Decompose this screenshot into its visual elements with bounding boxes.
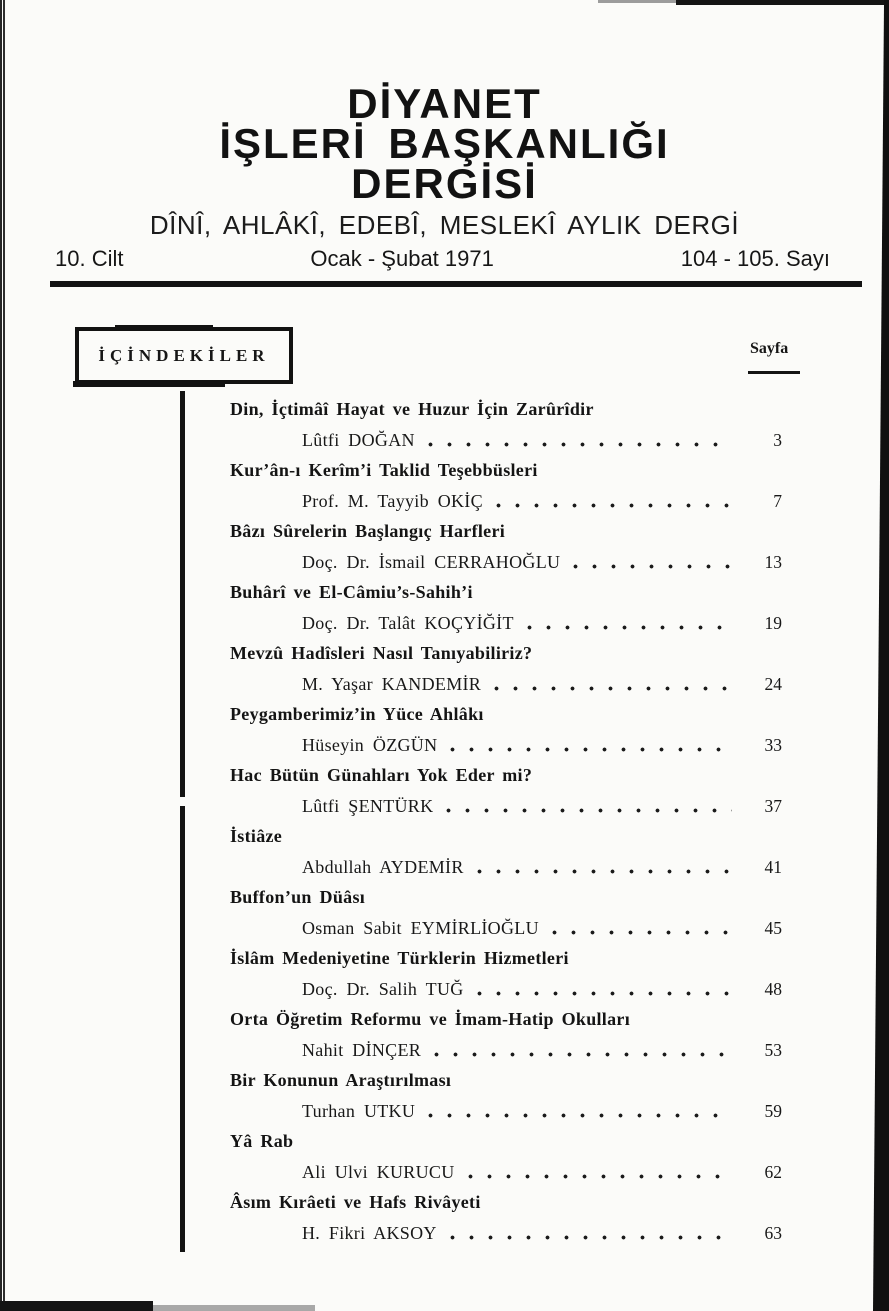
article-title: Kur’ân-ı Kerîm’i Taklid Teşebbüsleri	[230, 460, 538, 480]
article-author: M. Yaşar KANDEMİR	[302, 674, 482, 694]
toc-left-rule-upper	[180, 391, 185, 797]
article-title: Yâ Rab	[230, 1131, 294, 1151]
journal-subtitle: DÎNÎ, AHLÂKÎ, EDEBÎ, MESLEKÎ AYLIK DERGİ	[149, 210, 740, 240]
toc-entry	[230, 459, 782, 520]
article-title: Din, İçtimâî Hayat ve Huzur İçin Zarûrîdir	[230, 399, 594, 419]
scan-edge-bottom-black	[0, 1301, 153, 1311]
toc-entry	[230, 703, 782, 764]
article-author: Nahit DİNÇER	[302, 1040, 422, 1060]
page-column-underline	[748, 371, 800, 374]
toc-entry	[230, 1130, 782, 1191]
toc-entry	[230, 581, 782, 642]
dot-leader	[494, 686, 732, 691]
dot-leader	[573, 564, 732, 569]
toc-heading-box	[75, 327, 293, 384]
article-author-line	[230, 428, 782, 452]
toc-entry	[230, 947, 782, 1008]
article-author: Turhan UTKU	[302, 1101, 416, 1121]
journal-title-line-1: DİYANET	[347, 80, 542, 127]
scan-edge-top-black	[676, 0, 889, 5]
issue-number-label: 104 - 105. Sayı	[680, 246, 830, 271]
toc-entry	[230, 764, 782, 825]
article-author-line	[230, 1160, 782, 1184]
article-author-line	[230, 550, 782, 574]
toc-entry	[230, 1069, 782, 1130]
article-author-line	[230, 977, 782, 1001]
article-page-number: 41	[764, 857, 782, 877]
article-page-number: 7	[773, 491, 782, 511]
volume-label: 10. Cilt	[55, 246, 124, 271]
article-page-number: 45	[764, 918, 782, 938]
article-author-line	[230, 916, 782, 940]
toc-left-rule-lower	[180, 806, 185, 1252]
article-page-number: 48	[764, 979, 782, 999]
article-author-line	[230, 1038, 782, 1062]
article-page-number: 63	[764, 1223, 782, 1243]
article-author: Ali Ulvi KURUCU	[302, 1162, 455, 1182]
dot-leader	[428, 442, 732, 447]
article-title: Orta Öğretim Reformu ve İmam-Hatip Okulları	[230, 1009, 631, 1029]
dot-leader	[552, 930, 732, 935]
scan-edge-bottom-gray	[153, 1305, 315, 1311]
article-title: Bâzı Sûrelerin Başlangıç Harfleri	[230, 521, 506, 541]
article-title: Mevzû Hadîsleri Nasıl Tanıyabiliriz?	[230, 643, 533, 663]
divider-double-rule	[50, 281, 862, 287]
dot-leader	[496, 503, 732, 508]
article-title: Bir Konunun Araştırılması	[230, 1070, 452, 1090]
article-author: Hüseyin ÖZGÜN	[302, 735, 438, 755]
dot-leader	[468, 1174, 732, 1179]
toc-entry	[230, 1191, 782, 1252]
article-author-line	[230, 733, 782, 757]
dot-leader	[527, 625, 732, 630]
toc-entry	[230, 398, 782, 459]
article-title: Âsım Kırâeti ve Hafs Rivâyeti	[230, 1192, 481, 1212]
article-page-number: 24	[764, 674, 782, 694]
toc-entry	[230, 520, 782, 581]
article-author: Doç. Dr. Talât KOÇYİĞİT	[302, 613, 514, 633]
article-author: Lûtfi ŞENTÜRK	[302, 796, 434, 816]
article-author: Lûtfi DOĞAN	[302, 430, 415, 450]
article-author: Doç. Dr. Salih TUĞ	[302, 979, 464, 999]
toc-entry	[230, 886, 782, 947]
article-author: H. Fikri AKSOY	[302, 1223, 437, 1243]
article-author-line	[230, 1221, 782, 1245]
dot-leader	[428, 1113, 732, 1118]
dot-leader	[450, 1235, 732, 1240]
article-author: Doç. Dr. İsmail CERRAHOĞLU	[302, 552, 561, 572]
article-author-line	[230, 794, 782, 818]
article-author-line	[230, 489, 782, 513]
article-author-line	[230, 855, 782, 879]
issue-info-bar	[55, 246, 830, 272]
article-title: Hac Bütün Günahları Yok Eder mi?	[230, 765, 533, 785]
article-author-line	[230, 1099, 782, 1123]
article-page-number: 59	[764, 1101, 782, 1121]
toc-entry	[230, 825, 782, 886]
page-column-header: Sayfa	[750, 340, 789, 357]
toc-heading-label: İÇİNDEKİLER	[98, 345, 270, 365]
article-page-number: 53	[764, 1040, 782, 1060]
article-title: Buffon’un Düâsı	[230, 887, 366, 907]
article-author-line	[230, 672, 782, 696]
masthead	[0, 80, 889, 240]
article-page-number: 33	[764, 735, 782, 755]
toc-entry-list	[230, 398, 782, 1252]
article-title: İslâm Medeniyetine Türklerin Hizmetleri	[230, 948, 569, 968]
article-author-line	[230, 611, 782, 635]
article-title: Peygamberimiz’in Yüce Ahlâkı	[230, 704, 484, 724]
dot-leader	[450, 747, 732, 752]
article-title: İstiâze	[230, 826, 283, 846]
journal-title-line-3: DERGİSİ	[351, 160, 538, 207]
article-page-number: 62	[764, 1162, 782, 1182]
dot-leader	[477, 991, 732, 996]
article-page-number: 37	[764, 796, 782, 816]
article-page-number: 13	[764, 552, 782, 572]
article-page-number: 19	[764, 613, 782, 633]
journal-title-line-2: İŞLERİ BAŞKANLIĞI	[219, 120, 670, 167]
dot-leader	[446, 808, 732, 813]
article-page-number: 3	[773, 430, 782, 450]
dot-leader	[477, 869, 732, 874]
scan-edge-top-gray	[598, 0, 686, 3]
article-author: Abdullah AYDEMİR	[302, 857, 464, 877]
issue-period-label: Ocak - Şubat 1971	[310, 246, 494, 271]
article-author: Prof. M. Tayyib OKİÇ	[302, 491, 483, 511]
toc-entry	[230, 1008, 782, 1069]
article-title: Buhârî ve El-Câmiu’s-Sahih’i	[230, 582, 473, 602]
toc-entry	[230, 642, 782, 703]
article-author: Osman Sabit EYMİRLİOĞLU	[302, 918, 539, 938]
dot-leader	[434, 1052, 732, 1057]
